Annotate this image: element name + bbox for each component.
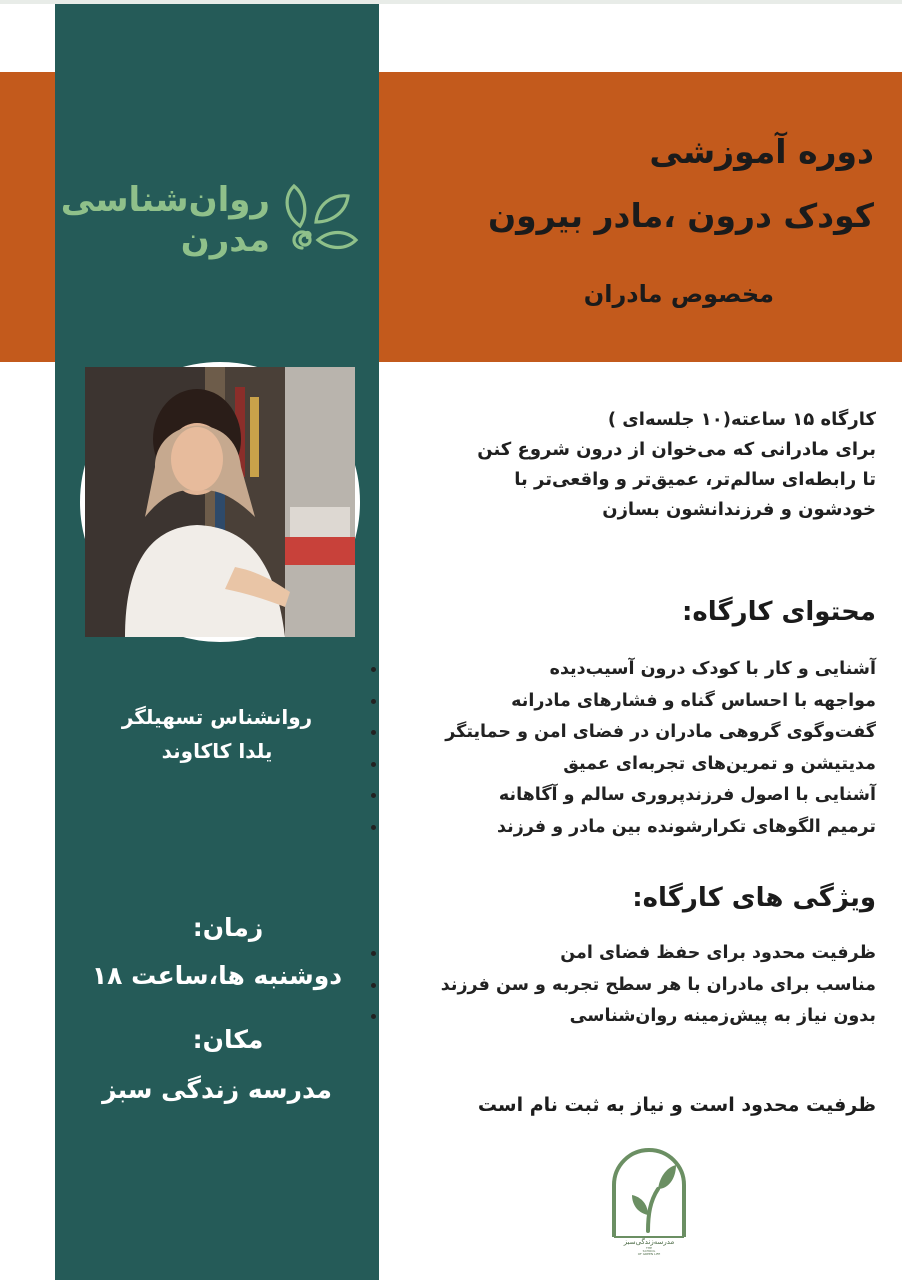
list-item: [386, 654, 876, 686]
registration-note: ظرفیت محدود است و نیاز به ثبت نام است: [477, 1094, 876, 1116]
bullet-icon: [371, 825, 376, 830]
school-logo-icon: [608, 1145, 690, 1256]
list-item-text: آشنایی با اصول فرزندپروری سالم و آگاهانه: [498, 785, 876, 805]
bullet-icon: [371, 730, 376, 735]
leaf-spiral-icon: [278, 182, 360, 264]
facilitator-photo: [80, 362, 360, 642]
place-value: مدرسه زندگی سبز: [102, 1075, 332, 1104]
list-item: [386, 970, 876, 1002]
bullet-icon: [371, 1014, 376, 1019]
list-item: [386, 780, 876, 812]
list-item: [386, 938, 876, 970]
intro-line: خودشون و فرزندانشون بسازن: [602, 499, 876, 520]
list-item-text: آشنایی و کار با کودک درون آسیب‌دیده: [549, 659, 876, 679]
brand-logo: [60, 180, 370, 270]
brand-line2: مدرن: [180, 220, 270, 260]
features-heading: ویژگی های کارگاه:: [632, 883, 876, 913]
list-item-text: مناسب برای مادران با هر سطح تجربه و سن فرزند: [440, 974, 876, 995]
content-section: [386, 592, 876, 843]
list-item-text: ظرفیت محدود برای حفظ فضای امن: [560, 943, 876, 963]
time-label: زمان:: [192, 913, 264, 942]
list-item: [386, 1001, 876, 1033]
time-value: دوشنبه ها،ساعت ۱۸: [91, 961, 343, 990]
bullet-icon: [371, 699, 376, 704]
list-item: [386, 812, 876, 844]
intro-line: تا رابطه‌ای سالم‌تر، عمیق‌تر و واقعی‌تر با: [514, 469, 876, 490]
list-item-text: مواجهه با احساس گناه و فشارهای مادرانه: [511, 690, 876, 711]
school-logo-en2: SCHOOL: [642, 1249, 656, 1253]
list-item-text: ترمیم الگوهای تکرارشونده بین مادر و فرزند: [497, 816, 876, 837]
bullet-icon: [371, 983, 376, 988]
bullet-icon: [371, 793, 376, 798]
bullet-icon: [371, 762, 376, 767]
list-item: [386, 717, 876, 749]
course-title-line1: دوره آموزشی: [649, 132, 874, 171]
course-title-line2: کودک درون ،مادر بیرون: [487, 196, 874, 235]
features-list: [386, 938, 876, 1033]
list-item: [386, 686, 876, 718]
course-audience: مخصوص مادران: [583, 280, 774, 308]
intro-line: برای مادرانی که می‌خوان از درون شروع کنن: [477, 439, 876, 460]
brand-line1: روان‌شناسی: [60, 180, 270, 220]
list-item: [386, 749, 876, 781]
intro-paragraph: [386, 405, 876, 525]
school-logo-name: مدرسه‌زندگی‌سبز: [623, 1238, 675, 1246]
portrait-image: [85, 367, 355, 637]
course-title-block: [394, 120, 874, 314]
school-logo-en3: OF GREEN LIFE: [637, 1252, 661, 1256]
facilitator-block: [55, 700, 379, 768]
brand-wordmark: [61, 180, 270, 260]
bullet-icon: [371, 667, 376, 672]
place-label: مکان:: [192, 1025, 264, 1054]
list-item-text: گفت‌وگوی گروهی مادران در فضای امن و حمایتگر: [445, 722, 876, 742]
school-logo-en1: THE: [646, 1246, 652, 1250]
facilitator-name: یلدا کاکاوند: [161, 739, 273, 763]
bullet-icon: [371, 951, 376, 956]
features-section: [386, 878, 876, 1033]
content-list: [386, 654, 876, 843]
facilitator-role: روانشناس تسهیلگر: [121, 705, 313, 729]
content-heading: محتوای کارگاه:: [681, 597, 876, 627]
schedule-block: [55, 906, 379, 1112]
list-item-text: مدیتیشن و تمرین‌های تجربه‌ای عمیق: [563, 753, 876, 774]
list-item-text: بدون نیاز به پیش‌زمینه روان‌شناسی: [569, 1006, 876, 1026]
intro-line: کارگاه ۱۵ ساعته(۱۰ جلسه‌ای ): [607, 409, 876, 430]
school-logo: [608, 1145, 690, 1256]
